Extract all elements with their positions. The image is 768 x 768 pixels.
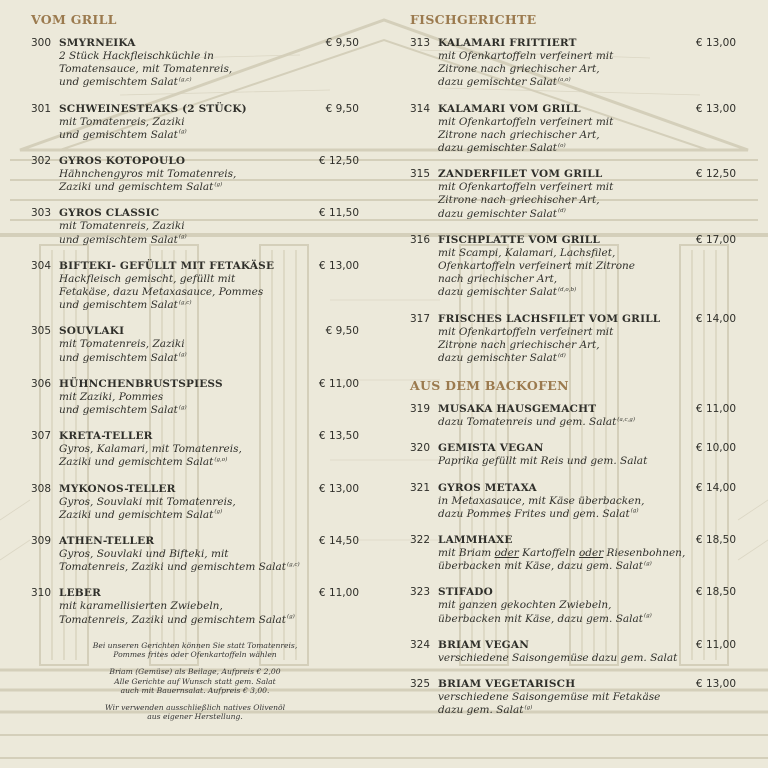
item-description [59, 116, 359, 142]
item-price: € 11,00 [695, 638, 736, 651]
item-price: € 11,00 [318, 377, 359, 390]
description-line [59, 63, 359, 76]
item-price: € 13,50 [318, 430, 359, 443]
underlined-word: oder [578, 547, 604, 560]
allergen-code: (g) [178, 129, 187, 136]
item-number: 316 [410, 233, 431, 246]
description-line [438, 76, 736, 89]
item-description [438, 416, 736, 429]
left-column [31, 12, 359, 729]
description-line [438, 326, 736, 339]
menu-item [31, 378, 359, 417]
description-line [59, 352, 359, 365]
description-text: 2 Stück Hackfleischküchle in [59, 50, 214, 62]
note-line: Pommes frites oder Ofenkartoffeln wählen [113, 650, 277, 660]
description-line [59, 168, 359, 181]
description-text: dazu gemischter Salat [438, 142, 557, 155]
menu-item-header [31, 207, 359, 220]
description-line [438, 508, 736, 521]
description-line [438, 208, 736, 221]
description-line [438, 129, 736, 142]
item-name: GYROS CLASSIC [59, 207, 160, 220]
menu-item [410, 442, 736, 468]
item-name: GEMISTA VEGAN [438, 442, 544, 455]
description-line [59, 600, 359, 613]
description-text: verschiedene Saisongemüse mit Fetakäse [438, 691, 661, 704]
menu-item [410, 103, 736, 156]
item-description [59, 338, 359, 364]
item-description [438, 547, 736, 573]
item-price: € 12,50 [695, 168, 736, 181]
description-line [438, 194, 736, 207]
description-text: Tomatensauce, mit Tomatenreis, [59, 63, 233, 76]
oven-menu-list [410, 403, 736, 717]
allergen-code: (o) [557, 142, 566, 149]
item-name: STIFADO [438, 586, 493, 599]
item-price: € 18,50 [695, 534, 736, 547]
item-name: BIFTEKI- GEFÜLLT MIT FETAKÄSE [59, 259, 275, 272]
item-price: € 11,00 [318, 587, 359, 600]
description-text: mit karamellisierten Zwiebeln, [59, 600, 223, 613]
allergen-code: (g,o) [214, 456, 228, 463]
footnotes [31, 641, 359, 722]
menu-item [31, 535, 359, 574]
item-name: FRISCHES LACHSFILET VOM GRILL [438, 312, 661, 325]
menu-item-header [410, 313, 736, 326]
description-text: und gemischtem Salat [59, 76, 178, 89]
description-text: mit Ofenkartoffeln verfeinert mit [438, 50, 614, 62]
item-description [438, 691, 736, 717]
item-price: € 13,00 [318, 482, 359, 495]
description-line [59, 456, 359, 469]
allergen-code: (g) [643, 613, 652, 620]
item-name: SMYRNEIKA [59, 37, 136, 49]
item-price: € 14,00 [695, 312, 736, 325]
menu-item-header [410, 639, 736, 652]
description-line [59, 220, 359, 233]
description-line [59, 614, 359, 627]
item-name: SCHWEINESTEAKS (2 STÜCK) [59, 102, 247, 115]
description-text: dazu Tomatenreis und gem. Salat [438, 416, 617, 429]
description-line [438, 599, 736, 612]
allergen-code: (a,c,g) [617, 416, 635, 423]
description-text: dazu gemischter Salat [438, 76, 557, 89]
allergen-code: (g,c) [178, 299, 192, 306]
allergen-code: (g) [630, 508, 639, 515]
description-text: mit Tomatenreis, Zaziki [59, 115, 185, 128]
item-price: € 13,00 [695, 37, 736, 49]
description-line [438, 652, 736, 665]
item-name: ZANDERFILET VOM GRILL [438, 168, 603, 181]
menu-item-header [31, 587, 359, 600]
item-name: MYKONOS-TELLER [59, 482, 176, 495]
allergen-code: (a,o) [557, 76, 571, 83]
item-price: € 11,00 [695, 403, 736, 416]
item-price: € 14,00 [695, 481, 736, 494]
item-number: 319 [410, 403, 431, 416]
item-name: BRIAM VEGETARISCH [438, 678, 576, 691]
item-number: 303 [31, 207, 52, 220]
item-number: 313 [410, 37, 431, 49]
description-text: Fetakäse, dazu Metaxasauce, Pommes [59, 286, 264, 299]
note-line: aus eigener Herstellung. [147, 712, 243, 722]
section-title-fish: FISCHGERICHTE [410, 12, 537, 27]
allergen-code: (g) [214, 509, 223, 516]
item-number: 302 [31, 155, 52, 168]
description-text: dazu gemischter Salat [438, 286, 557, 299]
item-price: € 17,00 [695, 233, 736, 246]
description-text: Hähnchengyros mit Tomatenreis, [59, 168, 237, 181]
menu-item [31, 483, 359, 522]
menu-item [31, 207, 359, 246]
item-description [59, 600, 359, 626]
menu-item-header [31, 483, 359, 496]
menu-item [31, 155, 359, 194]
item-number: 314 [410, 102, 431, 115]
item-price: € 14,50 [318, 535, 359, 548]
description-line [59, 76, 359, 89]
item-description [59, 220, 359, 246]
menu-item-header [410, 234, 736, 247]
description-line [438, 416, 736, 429]
description-line [438, 339, 736, 352]
description-line [59, 234, 359, 247]
item-description [438, 181, 736, 221]
description-text: in Metaxasauce, mit Käse überbacken, [438, 494, 645, 507]
item-price: € 18,50 [695, 586, 736, 599]
description-text: und gemischtem Salat [59, 404, 178, 417]
description-text: mit ganzen gekochten Zwiebeln, [438, 599, 612, 612]
description-text: Gyros, Souvlaki und Bifteki, mit [59, 548, 229, 561]
item-number: 310 [31, 587, 52, 600]
menu-item [410, 234, 736, 300]
menu-item-header [410, 442, 736, 455]
description-line [438, 352, 736, 365]
description-text: überbacken mit Käse, dazu gem. Salat [438, 612, 643, 625]
description-line [438, 247, 736, 260]
description-text: und gemischtem Salat [59, 299, 178, 312]
menu-item [31, 103, 359, 142]
item-number: 300 [31, 37, 52, 49]
allergen-code: (g) [524, 704, 533, 711]
item-name: KALAMARI FRITTIERT [438, 37, 577, 49]
grill-menu-list [31, 37, 359, 627]
note-paragraph [31, 641, 359, 660]
description-line [59, 50, 359, 63]
menu-item-header [31, 103, 359, 116]
description-line [59, 443, 359, 456]
description-text: Gyros, Souvlaki mit Tomatenreis, [59, 495, 236, 508]
item-name: SOUVLAKI [59, 325, 125, 338]
description-line [59, 404, 359, 417]
description-text: Zitrone nach griechischer Art, [438, 338, 600, 351]
item-number: 315 [410, 168, 431, 181]
item-description [438, 599, 736, 625]
description-line [438, 613, 736, 626]
menu-item-header [410, 586, 736, 599]
description-line [438, 273, 736, 286]
item-number: 308 [31, 482, 52, 495]
description-line [59, 129, 359, 142]
menu-item-header [410, 168, 736, 181]
item-number: 322 [410, 534, 431, 547]
description-text: Gyros, Kalamari, mit Tomatenreis, [59, 443, 242, 456]
menu-item-header [31, 378, 359, 391]
description-line [59, 561, 359, 574]
item-name: HÜHNCHENBRUSTSPIESS [59, 377, 223, 390]
item-description [59, 496, 359, 522]
description-text: mit Scampi, Kalamari, Lachsfilet, [438, 246, 616, 259]
description-line [438, 50, 736, 63]
item-description [59, 548, 359, 574]
description-line [59, 181, 359, 194]
description-text: verschiedene Saisongemüse dazu gem. Salat [438, 651, 678, 664]
menu-item [31, 260, 359, 313]
item-number: 307 [31, 430, 52, 443]
menu-item [410, 313, 736, 366]
description-line [438, 142, 736, 155]
menu-item-header [31, 430, 359, 443]
description-text: dazu gemischter Salat [438, 352, 557, 365]
item-number: 321 [410, 481, 431, 494]
description-line [438, 286, 736, 299]
item-description [59, 443, 359, 469]
item-price: € 13,00 [318, 259, 359, 272]
menu-item [410, 403, 736, 429]
description-text: dazu Pommes Frites und gem. Salat [438, 507, 630, 520]
menu-item-header [410, 403, 736, 416]
description-text: dazu gem. Salat [438, 704, 524, 717]
item-description [438, 50, 736, 90]
fish-menu-list [410, 37, 736, 365]
menu-item [410, 168, 736, 221]
description-text: mit Tomatenreis, Zaziki [59, 220, 185, 233]
description-line [59, 299, 359, 312]
menu-item-header [410, 678, 736, 691]
item-number: 301 [31, 102, 52, 115]
description-line [438, 260, 736, 273]
note-paragraph [31, 703, 359, 722]
description-text: mit Tomatenreis, Zaziki [59, 338, 185, 351]
allergen-code: (g) [178, 234, 187, 241]
item-name: GYROS METAXA [438, 481, 537, 494]
item-price: € 12,50 [318, 155, 359, 168]
description-line [59, 548, 359, 561]
menu-item-header [410, 482, 736, 495]
section-title-oven: AUS DEM BACKOFEN [410, 378, 569, 394]
description-line [438, 560, 736, 573]
item-price: € 9,50 [325, 37, 359, 49]
allergen-code: (g) [643, 560, 652, 567]
item-name: ATHEN-TELLER [59, 535, 155, 548]
description-text: Kartoffeln [518, 547, 579, 560]
description-line [59, 391, 359, 404]
allergen-code: (g) [214, 181, 223, 188]
underlined-word: oder [494, 547, 519, 560]
item-description [438, 652, 736, 665]
description-line [59, 509, 359, 522]
allergen-code: (g,c) [286, 561, 300, 568]
description-line [59, 273, 359, 286]
allergen-code: (g,c) [178, 76, 192, 83]
description-text: Tomatenreis, Zaziki und gemischtem Salat [59, 561, 286, 574]
description-text: Zitrone nach griechischer Art, [438, 63, 600, 76]
description-text: Ofenkartoffeln verfeinert mit Zitrone [438, 260, 636, 273]
description-line [59, 496, 359, 509]
item-description [438, 455, 736, 468]
item-description [59, 168, 359, 194]
item-description [59, 391, 359, 417]
description-text: mit Zaziki, Pommes [59, 390, 164, 403]
allergen-code: (g) [178, 352, 187, 359]
section-title-grill: VOM GRILL [31, 12, 117, 27]
description-text: mit Ofenkartoffeln verfeinert mit [438, 181, 614, 194]
description-text: Zaziki und gemischtem Salat [59, 508, 214, 521]
item-name: MUSAKA HAUSGEMACHT [438, 403, 597, 416]
description-line [438, 547, 736, 560]
description-text: Hackfleisch gemischt, gefüllt mit [59, 272, 236, 285]
description-line [438, 495, 736, 508]
item-number: 320 [410, 442, 431, 455]
item-name: LAMMHAXE [438, 534, 513, 547]
item-description [59, 273, 359, 313]
allergen-code: (g) [286, 614, 295, 621]
description-line [438, 691, 736, 704]
item-description [59, 50, 359, 90]
menu-item [410, 639, 736, 665]
item-number: 323 [410, 586, 431, 599]
menu-item [410, 586, 736, 625]
note-paragraph [31, 667, 359, 696]
menu-item-header [31, 155, 359, 168]
note-line: Bei unseren Gerichten können Sie statt Tomatenreis, [92, 640, 298, 650]
note-line: Wir verwenden ausschließlich natives Olivenöl [104, 702, 286, 712]
menu-item [410, 37, 736, 90]
item-description [438, 116, 736, 156]
description-line [438, 63, 736, 76]
description-line [438, 181, 736, 194]
note-line: auch mit Bauernsalat. Aufpreis € 3,00. [120, 686, 270, 696]
description-text: und gemischtem Salat [59, 128, 178, 141]
description-text: mit Ofenkartoffeln verfeinert mit [438, 325, 614, 338]
description-line [59, 286, 359, 299]
description-line [59, 338, 359, 351]
menu-item [410, 482, 736, 521]
description-text: Paprika gefüllt mit Reis und gem. Salat [438, 455, 648, 468]
allergen-code: (d,o,b) [557, 286, 577, 293]
allergen-code: (d) [557, 352, 566, 359]
description-text: überbacken mit Käse, dazu gem. Salat [438, 560, 643, 573]
item-description [438, 495, 736, 521]
item-number: 304 [31, 259, 52, 272]
description-text: Zaziki und gemischtem Salat [59, 456, 214, 469]
item-number: 309 [31, 535, 52, 548]
item-name: BRIAM VEGAN [438, 638, 529, 651]
menu-item-header [410, 103, 736, 116]
item-description [438, 247, 736, 300]
item-price: € 11,50 [318, 207, 359, 220]
menu-item-header [31, 535, 359, 548]
item-name: FISCHPLATTE VOM GRILL [438, 233, 600, 246]
description-text: Riesenbohnen, [603, 547, 686, 560]
allergen-code: (d) [557, 208, 566, 215]
description-line [438, 704, 736, 717]
menu-item [410, 678, 736, 717]
menu-item [31, 325, 359, 364]
description-line [59, 116, 359, 129]
item-number: 324 [410, 638, 431, 651]
description-text: mit Briam [438, 547, 495, 560]
item-number: 325 [410, 678, 431, 691]
description-text: dazu gemischter Salat [438, 207, 557, 220]
item-price: € 9,50 [325, 102, 359, 115]
item-price: € 13,00 [695, 678, 736, 691]
item-name: KRETA-TELLER [59, 430, 153, 443]
menu-item [31, 430, 359, 469]
item-name: GYROS KOTOPOULO [59, 155, 186, 168]
description-text: und gemischtem Salat [59, 351, 178, 364]
menu-item-header [31, 325, 359, 338]
description-text: und gemischtem Salat [59, 233, 178, 246]
description-line [438, 116, 736, 129]
menu-item [410, 534, 736, 573]
menu-item-header [410, 37, 736, 50]
item-name: LEBER [59, 587, 101, 600]
item-name: KALAMARI VOM GRILL [438, 102, 581, 115]
description-line [438, 455, 736, 468]
menu-item [31, 37, 359, 90]
menu-item-header [31, 37, 359, 50]
menu-item-header [31, 260, 359, 273]
description-text: nach griechischer Art, [438, 273, 558, 286]
note-line: Briam (Gemüse) als Beilage, Aufpreis € 2,00 [109, 667, 281, 677]
item-number: 317 [410, 312, 431, 325]
menu-item [31, 587, 359, 626]
description-text: mit Ofenkartoffeln verfeinert mit [438, 115, 614, 128]
item-number: 305 [31, 325, 52, 338]
right-column [410, 12, 736, 730]
note-line: Alle Gerichte auf Wunsch statt gem. Salat [114, 676, 276, 686]
allergen-code: (g) [178, 404, 187, 411]
item-price: € 10,00 [695, 442, 736, 455]
menu-item-header [410, 534, 736, 547]
item-price: € 13,00 [695, 102, 736, 115]
description-text: Zitrone nach griechischer Art, [438, 128, 600, 141]
item-description [438, 326, 736, 366]
item-number: 306 [31, 377, 52, 390]
description-text: Tomatenreis, Zaziki und gemischtem Salat [59, 613, 286, 626]
description-text: Zaziki und gemischtem Salat [59, 181, 214, 194]
item-price: € 9,50 [325, 325, 359, 338]
description-text: Zitrone nach griechischer Art, [438, 194, 600, 207]
